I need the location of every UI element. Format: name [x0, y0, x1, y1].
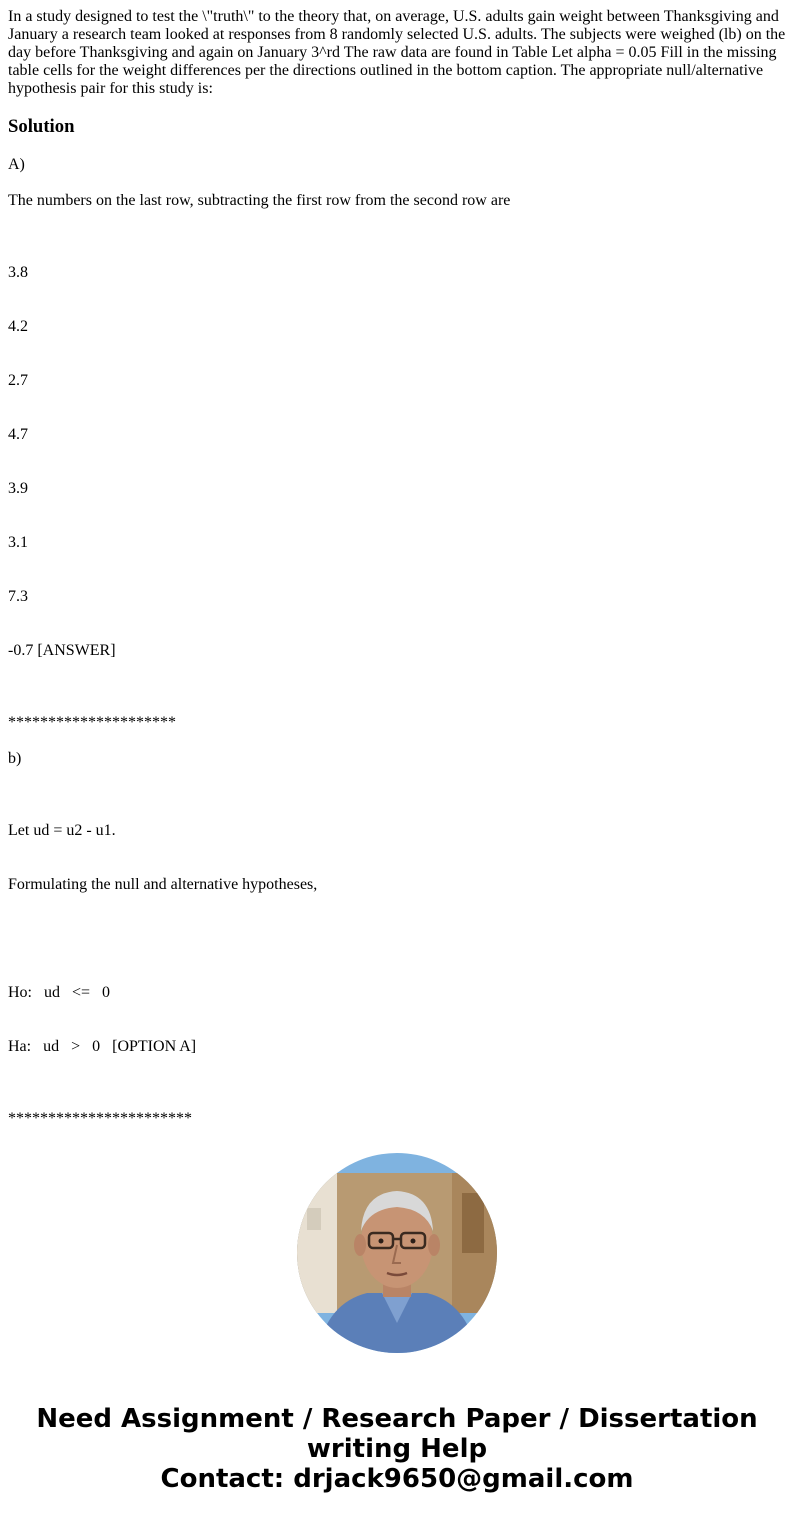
solution-heading: Solution	[8, 116, 75, 137]
difference-value: 7.3	[8, 588, 28, 605]
alternative-hypothesis: Ha: ud > 0 [OPTION A]	[8, 1038, 197, 1055]
contact-banner	[0, 1404, 794, 1494]
solution-document	[8, 8, 786, 1123]
portrait-image	[297, 1153, 497, 1353]
banner-line-2: writing Help	[306, 1434, 488, 1464]
difference-value: 3.9	[8, 480, 28, 497]
part-b-hypotheses	[8, 786, 786, 1092]
banner-line-1: Need Assignment / Research Paper / Dissertation	[36, 1404, 758, 1434]
difference-value: 3.1	[8, 534, 28, 551]
blank-line	[8, 930, 786, 948]
part-a-label: A)	[8, 156, 25, 173]
difference-value: 4.2	[8, 318, 28, 335]
difference-value: 2.7	[8, 372, 28, 389]
difference-value: 4.7	[8, 426, 28, 443]
part-b-label: b)	[8, 750, 22, 767]
define-ud: Let ud = u2 - u1.	[8, 822, 116, 839]
formulating-text: Formulating the null and alternative hypotheses,	[8, 876, 318, 893]
part-a-intro: The numbers on the last row, subtracting the first row from the second row are	[8, 192, 511, 209]
difference-value: 3.8	[8, 264, 28, 281]
separator: *********************	[8, 714, 176, 731]
question-text: In a study designed to test the \"truth\" to the theory that, on average, U.S. adults gain weight between Thanksgiving and January a research team looked at responses from 8 randomly selected U.S. adults. The subjects were weighed (lb) on the day before Thanksgiving and again on January 3^rd The raw data are found in Table Let alpha = 0.05 Fill in the missing table cells for the weight differences per the directions outlined in the bottom caption. The appropriate null/alternative hypothesis pair for this study is:	[8, 8, 786, 97]
null-hypothesis: Ho: ud <= 0	[8, 984, 111, 1001]
separator: ***********************	[8, 1110, 192, 1123]
contact-email: Contact: drjack9650@gmail.com	[160, 1464, 634, 1494]
author-photo	[297, 1153, 497, 1353]
difference-value: -0.7 [ANSWER]	[8, 642, 116, 659]
part-a-values	[8, 228, 786, 696]
